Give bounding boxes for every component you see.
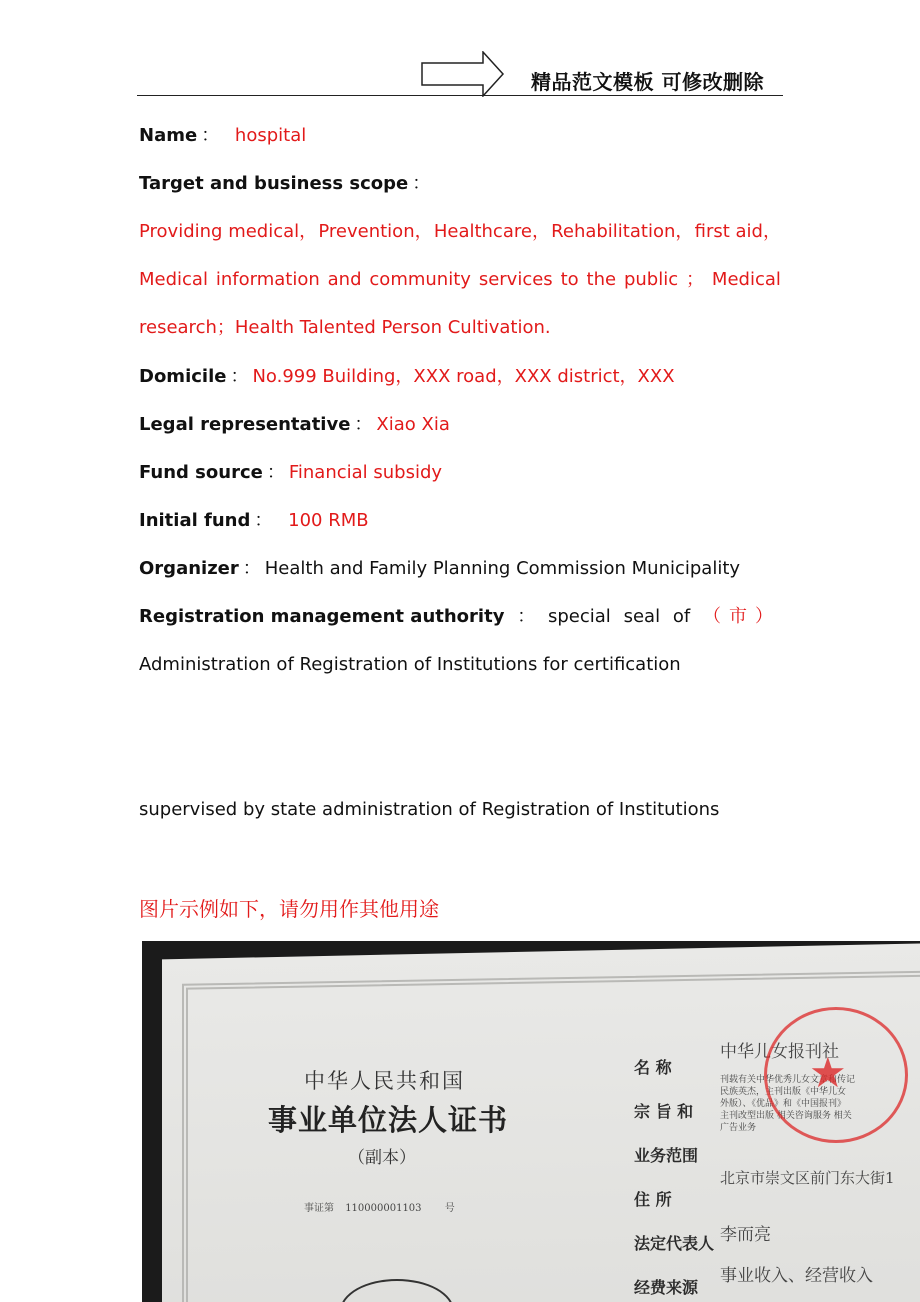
cert-value-fund: 事业收入、经营收入: [720, 1266, 873, 1286]
field-name: [139, 124, 306, 148]
image-caption: 图片示例如下，请勿用作其他用途: [139, 897, 439, 921]
certificate-photo: [142, 941, 920, 1302]
field-value: hospital: [234, 125, 307, 146]
certificate-title: 事业单位法人证书: [268, 1103, 509, 1137]
scope-word: Prevention，: [318, 221, 433, 242]
scope-word: information: [215, 269, 320, 290]
cert-label-scope: 业务范围: [634, 1146, 699, 1165]
cert-scope-line: 广告业务: [720, 1123, 757, 1133]
scope-word: Providing medical，: [139, 221, 318, 242]
cert-value-name: 中华儿女报刊社: [720, 1042, 839, 1062]
cert-label-address: 住 所: [634, 1190, 672, 1209]
scope-line-2: [139, 268, 781, 292]
field-value: 100 RMB: [288, 510, 369, 531]
scope-word: to: [560, 269, 579, 290]
field-separator: ：: [230, 366, 249, 387]
certificate-number-label: 事证第: [304, 1203, 334, 1214]
certificate-number-suffix: 号: [444, 1203, 455, 1214]
field-value: Financial subsidy: [288, 462, 443, 483]
field-value: Health and Family Planning Commission Municipality: [264, 558, 741, 579]
arrow-right-icon: [421, 51, 505, 97]
field-label: Fund source: [139, 462, 263, 483]
scope-word: community: [369, 269, 471, 290]
field-separator: ：: [354, 414, 373, 435]
field-domicile: [139, 365, 675, 389]
field-separator: ：: [242, 558, 261, 579]
authority-word: special: [548, 606, 611, 627]
header-divider: [137, 95, 783, 96]
authority-word: of: [672, 606, 691, 627]
field-label: Registration management authority: [139, 606, 505, 627]
scope-word: services: [478, 269, 553, 290]
certificate-number-value: 110000001103: [345, 1203, 422, 1214]
scope-word: ；: [686, 269, 705, 290]
field-separator: ：: [254, 510, 273, 531]
field-separator: ：: [201, 125, 220, 146]
authority-word: seal: [623, 606, 661, 627]
star-icon: ★: [809, 1048, 847, 1097]
field-legal-representative: [139, 413, 450, 437]
cert-label-purpose: 宗 旨 和: [634, 1102, 694, 1121]
red-seal-stamp: [764, 1007, 908, 1143]
field-value: No.999 Building，XXX road，XXX district，XXX: [252, 366, 675, 387]
certificate-number: [304, 1199, 455, 1214]
field-separator: ：: [412, 173, 431, 194]
scope-word: Medical: [711, 269, 781, 290]
scope-word: Medical: [139, 269, 208, 290]
certificate-country: 中华人民共和国: [304, 1069, 465, 1093]
scope-word: Healthcare，: [433, 221, 550, 242]
field-initial-fund: [139, 509, 369, 533]
field-organizer: [139, 557, 740, 581]
supervised-line: supervised by state administration of Registration of Institutions: [139, 799, 720, 820]
cert-scope-line: 民族英杰，主刊出版《中华儿女: [720, 1087, 847, 1097]
cert-scope-line: 外版）、《优品》和《中国报刊》: [720, 1099, 847, 1109]
scope-word: Rehabilitation，: [551, 221, 694, 242]
scope-line-1: [139, 220, 781, 244]
certificate-copy-label: （副本）: [348, 1148, 416, 1168]
field-value: Xiao Xia: [376, 414, 450, 435]
scope-line-3: research；Health Talented Person Cultivation.: [139, 317, 551, 338]
scope-word: the: [586, 269, 617, 290]
cert-label-rep: 法定代表人: [634, 1234, 715, 1253]
field-label: Legal representative: [139, 414, 351, 435]
field-label: Domicile: [139, 366, 227, 387]
field-separator: ：: [266, 462, 285, 483]
scope-word: public: [623, 269, 679, 290]
field-label: Organizer: [139, 558, 239, 579]
field-registration-authority: [139, 605, 781, 629]
field-separator: ：: [517, 606, 536, 627]
cert-value-rep: 李而亮: [720, 1225, 771, 1245]
cert-value-address: 北京市崇文区前门东大街1: [720, 1169, 895, 1187]
scope-word: first aid，: [694, 221, 781, 242]
field-label: Name: [139, 125, 198, 146]
field-label: Initial fund: [139, 510, 251, 531]
field-fund-source: [139, 461, 442, 485]
cert-label-fund: 经费来源: [634, 1278, 699, 1297]
cert-scope-line: 刊载有关中华优秀儿女文章和传记: [720, 1075, 856, 1085]
authority-line-2: Administration of Registration of Institutions for certification: [139, 654, 681, 675]
cert-scope-line: 主刊改型出版 相关咨询服务 相关: [720, 1111, 852, 1121]
header-title: 精品范文模板 可修改删除: [531, 70, 764, 94]
cert-label-name: 名 称: [634, 1058, 672, 1077]
scope-word: and: [327, 269, 362, 290]
field-label: Target and business scope: [139, 173, 409, 194]
authority-stamp-text: （市）: [703, 606, 781, 627]
field-scope: [139, 172, 434, 196]
